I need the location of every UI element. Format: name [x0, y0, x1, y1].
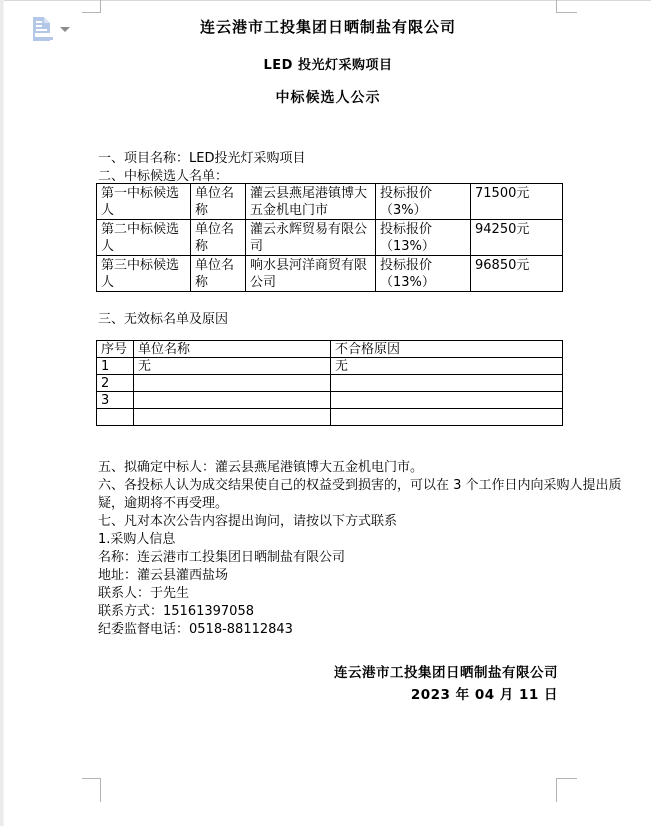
chevron-down-icon[interactable] — [60, 27, 70, 32]
unit-name: 响水县河洋商贸有限公司 — [246, 256, 376, 292]
body-line-purchaser-info: 1.采购人信息 — [98, 532, 176, 547]
cell-reason: 无 — [331, 358, 563, 375]
page-margin-crop-mark-top-right — [556, 0, 577, 13]
signature-company: 连云港市工投集团日晒制盐有限公司 — [334, 665, 558, 681]
body-line-supervision-phone: 纪委监督电话：0518-88112843 — [98, 622, 293, 637]
candidate-rank: 第一中标候选人 — [97, 184, 191, 220]
section-2-candidates-heading: 二、中标候选人名单： — [98, 169, 229, 184]
body-line-purchaser-name: 名称：连云港市工投集团日晒制盐有限公司 — [98, 550, 346, 565]
bid-price-label: 投标报价（13%） — [376, 256, 471, 292]
clipboard-paste-icon — [32, 16, 56, 48]
bid-price-label: 投标报价（13%） — [376, 220, 471, 256]
body-paragraphs — [98, 459, 622, 639]
invalid-bids-table — [96, 340, 563, 426]
page-margin-crop-mark-top-left — [82, 0, 101, 13]
unit-label: 单位名称 — [191, 220, 246, 256]
cell-reason — [331, 375, 563, 392]
candidate-rank: 第二中标候选人 — [97, 220, 191, 256]
cell-index: 3 — [97, 392, 134, 409]
bid-price-value: 71500元 — [471, 184, 563, 220]
table-row — [97, 392, 563, 409]
candidate-rank: 第三中标候选人 — [97, 256, 191, 292]
table-row — [97, 358, 563, 375]
cell-index: 1 — [97, 358, 134, 375]
paste-options-button[interactable] — [30, 14, 72, 44]
cell-reason — [331, 409, 563, 426]
doc-title-company: 连云港市工投集团日晒制盐有限公司 — [199, 18, 456, 36]
section-1-project-name: 一、项目名称：LED投光灯采购项目 — [98, 151, 306, 166]
cell-unit — [134, 392, 331, 409]
body-line-contact-intro: 七、凡对本次公告内容提出询问，请按以下方式联系 — [98, 514, 398, 529]
cell-unit — [134, 409, 331, 426]
table-row — [97, 256, 563, 292]
table-row — [97, 409, 563, 426]
body-line-address: 地址：灌云县灌西盐场 — [98, 568, 229, 583]
cell-unit: 无 — [134, 358, 331, 375]
window-left-edge — [0, 0, 4, 826]
table-row — [97, 220, 563, 256]
doc-title-project: LED 投光灯采购项目 — [263, 58, 393, 73]
section-3-invalid-bids-heading: 三、无效标名单及原因 — [98, 312, 229, 327]
col-header-unit: 单位名称 — [134, 341, 331, 358]
table-header-row — [97, 341, 563, 358]
signature-date: 2023 年 04 月 11 日 — [410, 687, 558, 703]
body-line-objection-1: 六、各投标人认为成交结果使自己的权益受到损害的，可以在 3 个工作日内向采购人提出质 — [98, 478, 622, 493]
candidates-table — [96, 183, 563, 292]
unit-label: 单位名称 — [191, 184, 246, 220]
unit-name: 灌云永辉贸易有限公司 — [246, 220, 376, 256]
body-line-phone: 联系方式：15161397058 — [98, 604, 254, 619]
page-margin-crop-mark-bottom-left — [82, 778, 101, 802]
cell-index — [97, 409, 134, 426]
doc-title-notice: 中标候选人公示 — [275, 90, 381, 106]
body-line-winner: 五、拟确定中标人：灌云县燕尾港镇博大五金机电门市。 — [98, 460, 424, 475]
unit-name: 灌云县燕尾港镇博大五金机电门市 — [246, 184, 376, 220]
cell-reason — [331, 392, 563, 409]
bid-price-value: 96850元 — [471, 256, 563, 292]
bid-price-label: 投标报价（3%） — [376, 184, 471, 220]
cell-unit — [134, 375, 331, 392]
body-line-contact-person: 联系人：于先生 — [98, 586, 190, 601]
signature-block — [98, 662, 558, 706]
body-line-objection-2: 疑，逾期将不再受理。 — [98, 496, 229, 511]
bid-price-value: 94250元 — [471, 220, 563, 256]
page-margin-crop-mark-bottom-right — [556, 778, 577, 802]
table-row — [97, 184, 563, 220]
col-header-reason: 不合格原因 — [331, 341, 563, 358]
col-header-index: 序号 — [97, 341, 134, 358]
table-row — [97, 375, 563, 392]
cell-index: 2 — [97, 375, 134, 392]
unit-label: 单位名称 — [191, 256, 246, 292]
